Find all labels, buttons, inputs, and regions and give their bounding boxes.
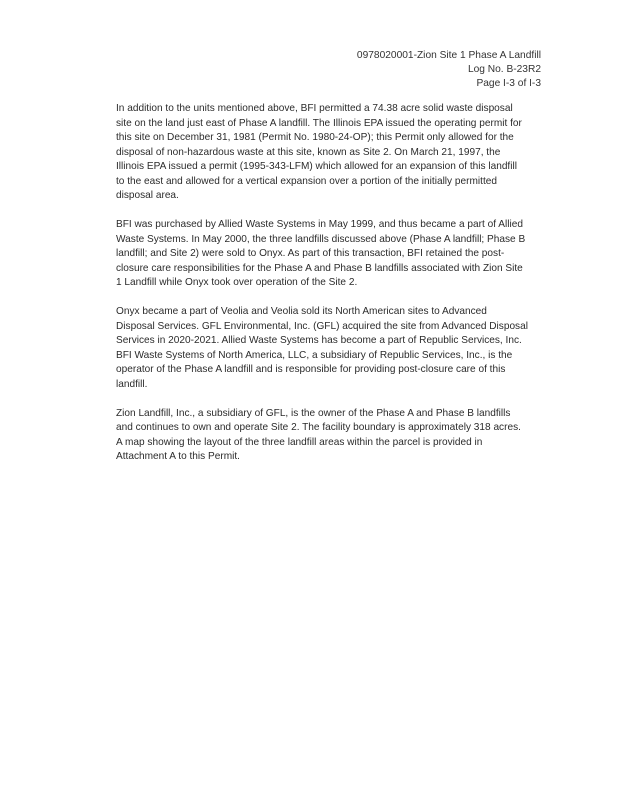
header-log-number: Log No. B-23R2 (467, 64, 541, 75)
header-page-number: Page I-3 of I-3 (476, 78, 541, 89)
page-header (357, 49, 541, 91)
paragraph-veolia-gfl: Onyx became a part of Veolia and Veolia sold its North American sites to Advanced Disposal Services. GFL Environmental, Inc. (GFL) acquired the site from Advanced Disposal Services in 2020-2021. Allied Waste Systems has become a part of Republic Services, Inc. BFI Waste Systems of North America, LLC, a subsidiary of Republic Services, Inc., is the operator of the Phase A landfill and is responsible for providing post-closure care of this landfill. (116, 306, 528, 390)
document-body (116, 102, 528, 479)
paragraph-allied-waste: BFI was purchased by Allied Waste Systems in May 1999, and thus became a part of Allied Waste Systems. In May 2000, the three landfills discussed above (Phase A landfill; Phase B landfill; and Site 2) were sold to Onyx. As part of this transaction, BFI retained the post-closure care responsibilities for the Phase A and Phase B landfills associated with Zion Site 1 Landfill while Onyx took over operation of the Site 2. (116, 219, 526, 288)
paragraph-site-2-permit: In addition to the units mentioned above, BFI permitted a 74.38 acre solid waste disposal site on the land just east of Phase A landfill. The Illinois EPA issued the operating permit for this site on December 31, 1981 (Permit No. 1980-24-OP); this Permit only allowed for the disposal of non-hazardous waste at this site, known as Site 2. On March 21, 1997, the Illinois EPA issued a permit (1995-343-LFM) which allowed for an expansion of this landfill to the east and allowed for a vertical expansion over a portion of the initially permitted disposal area. (116, 103, 522, 201)
paragraph-zion-landfill: Zion Landfill, Inc., a subsidiary of GFL, is the owner of the Phase A and Phase B landfills and continues to own and operate Site 2. The facility boundary is approximately 318 acres. A map showing the layout of the three landfill areas within the parcel is provided in Attachment A to this Permit. (116, 407, 521, 462)
header-permit-id: 0978020001-Zion Site 1 Phase A Landfill (356, 50, 541, 61)
